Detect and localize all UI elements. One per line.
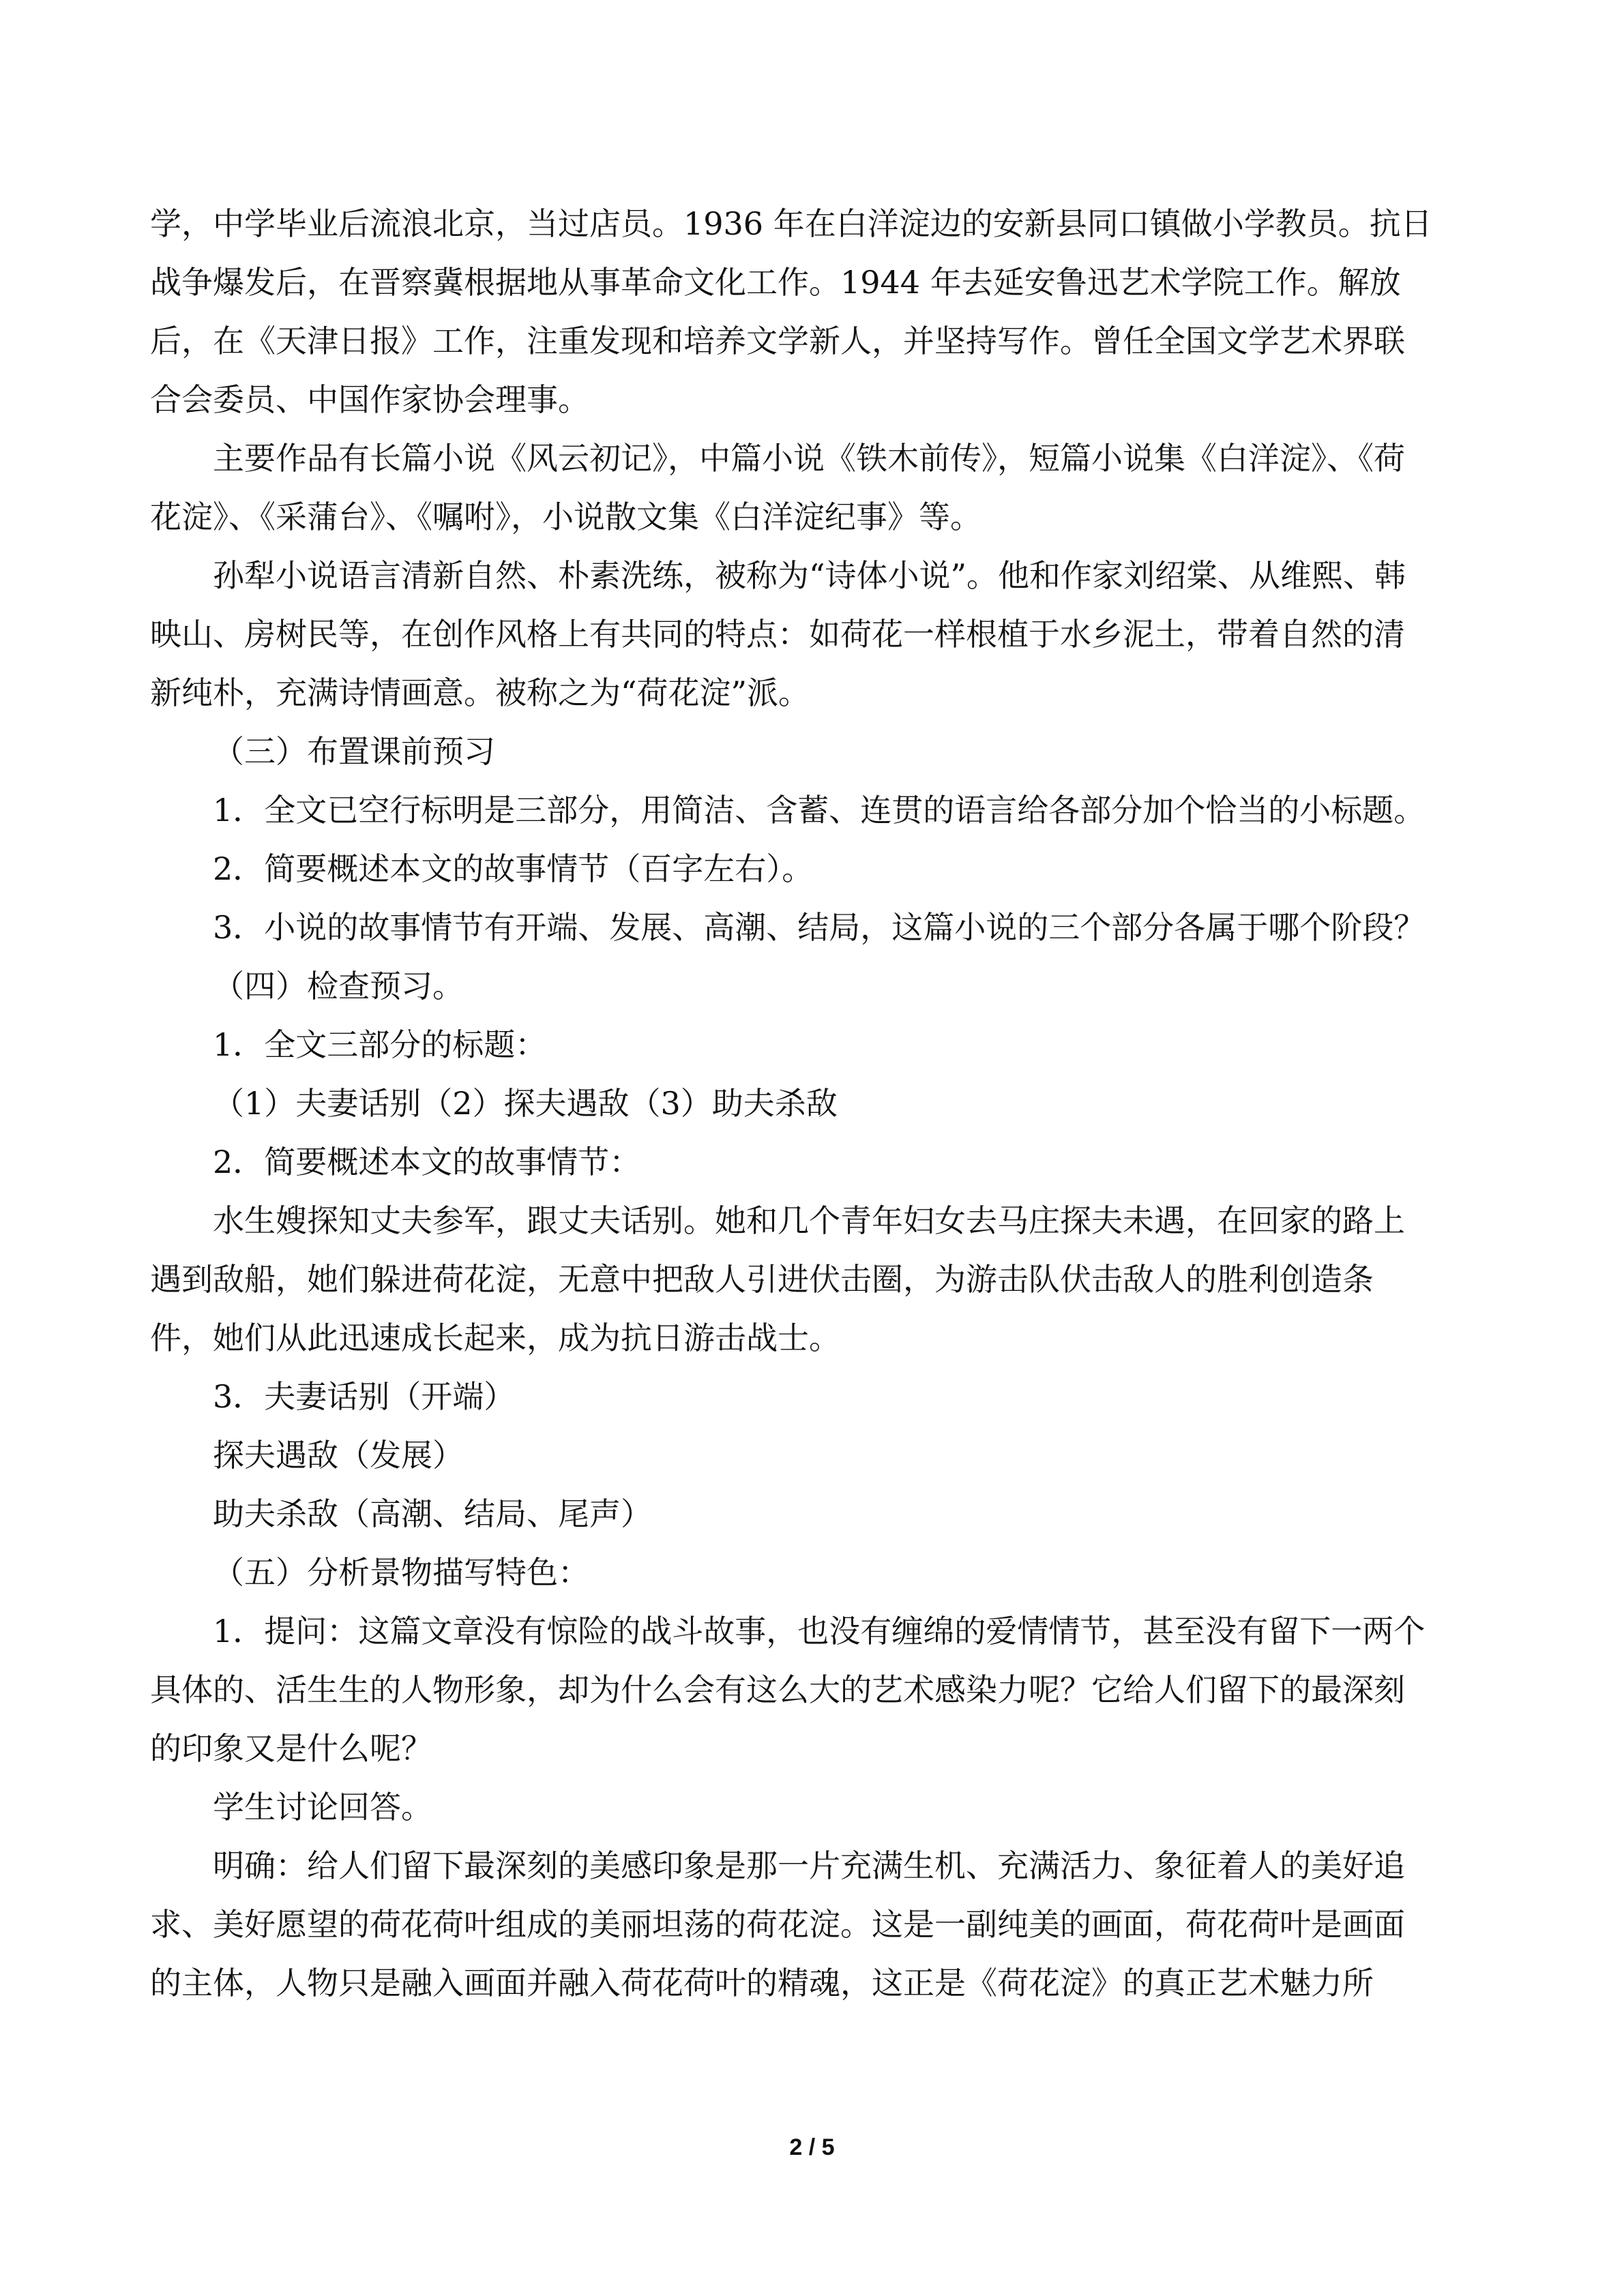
text-line: 求、美好愿望的荷花荷叶组成的美丽坦荡的荷花淀。这是一副纯美的画面，荷花荷叶是画面 bbox=[150, 1906, 1405, 1943]
text-line: 战争爆发后，在晋察冀根据地从事革命文化工作。1944 年去延安鲁迅艺术学院工作。解放 bbox=[150, 264, 1401, 301]
text-line: 后，在《天津日报》工作，注重发现和培养文学新人，并坚持写作。曾任全国文学艺术界联 bbox=[150, 323, 1405, 359]
page-number: 2 / 5 bbox=[789, 2134, 835, 2160]
list-item: 2．简要概述本文的故事情节（百字左右）。 bbox=[213, 850, 814, 887]
text-line: 探夫遇敌（发展） bbox=[213, 1437, 464, 1474]
text-line: 学生讨论回答。 bbox=[213, 1789, 432, 1825]
text-line: 件，她们从此迅速成长起来，成为抗日游击战士。 bbox=[150, 1320, 840, 1356]
text-line: 映山、房树民等，在创作风格上有共同的特点：如荷花一样根植于水乡泥土，带着自然的清 bbox=[150, 616, 1405, 653]
text-line: 新纯朴，充满诗情画意。被称之为“荷花淀”派。 bbox=[150, 674, 810, 711]
text-line: 的印象又是什么呢？ bbox=[150, 1730, 432, 1767]
text-line: 孙犁小说语言清新自然、朴素洗练，被称为“诗体小说”。他和作家刘绍棠、从维熙、韩 bbox=[213, 557, 1406, 594]
list-item: 1．全文已空行标明是三部分，用简洁、含蓄、连贯的语言给各部分加个恰当的小标题。 bbox=[213, 792, 1426, 829]
list-item: 1．提问：这篇文章没有惊险的战斗故事，也没有缠绵的爱情情节，甚至没有留下一两个 bbox=[213, 1613, 1426, 1650]
list-item: 3．夫妻话别（开端） bbox=[213, 1378, 516, 1415]
list-item: 2．简要概述本文的故事情节： bbox=[213, 1144, 641, 1180]
text-line: 水生嫂探知丈夫参军，跟丈夫话别。她和几个青年妇女去马庄探夫未遇，在回家的路上 bbox=[213, 1202, 1405, 1239]
text-line: 助夫杀敌（高潮、结局、尾声） bbox=[213, 1495, 652, 1532]
text-line: 具体的、活生生的人物形象，却为什么会有这么大的艺术感染力呢？它给人们留下的最深刻 bbox=[150, 1671, 1405, 1708]
text-line: 明确：给人们留下最深刻的美感印象是那一片充满生机、充满活力、象征着人的美好追 bbox=[213, 1847, 1405, 1884]
text-line: （1）夫妻话别（2）探夫遇敌（3）助夫杀敌 bbox=[213, 1085, 838, 1122]
text-line: 主要作品有长篇小说《风云初记》，中篇小说《铁木前传》，短篇小说集《白洋淀》、《荷 bbox=[213, 440, 1405, 477]
list-item: 3．小说的故事情节有开端、发展、高潮、结局，这篇小说的三个部分各属于哪个阶段？ bbox=[213, 909, 1426, 946]
section-heading: （三）布置课前预习 bbox=[213, 733, 495, 770]
section-heading: （四）检查预习。 bbox=[213, 968, 464, 1004]
text-line: 学，中学毕业后流浪北京，当过店员。1936 年在白洋淀边的安新县同口镇做小学教员。抗日 bbox=[150, 205, 1432, 242]
text-line: 合会委员、中国作家协会理事。 bbox=[150, 381, 589, 418]
section-heading: （五）分析景物描写特色： bbox=[213, 1554, 589, 1591]
document-body bbox=[150, 194, 1487, 2012]
text-line: 花淀》、《采蒲台》、《嘱咐》，小说散文集《白洋淀纪事》等。 bbox=[150, 498, 981, 535]
text-line: 遇到敌船，她们躲进荷花淀，无意中把敌人引进伏击圈，为游击队伏击敌人的胜利创造条 bbox=[150, 1261, 1374, 1298]
text-line: 的主体，人物只是融入画面并融入荷花荷叶的精魂，这正是《荷花淀》的真正艺术魅力所 bbox=[150, 1965, 1374, 2001]
list-item: 1．全文三部分的标题： bbox=[213, 1026, 547, 1063]
